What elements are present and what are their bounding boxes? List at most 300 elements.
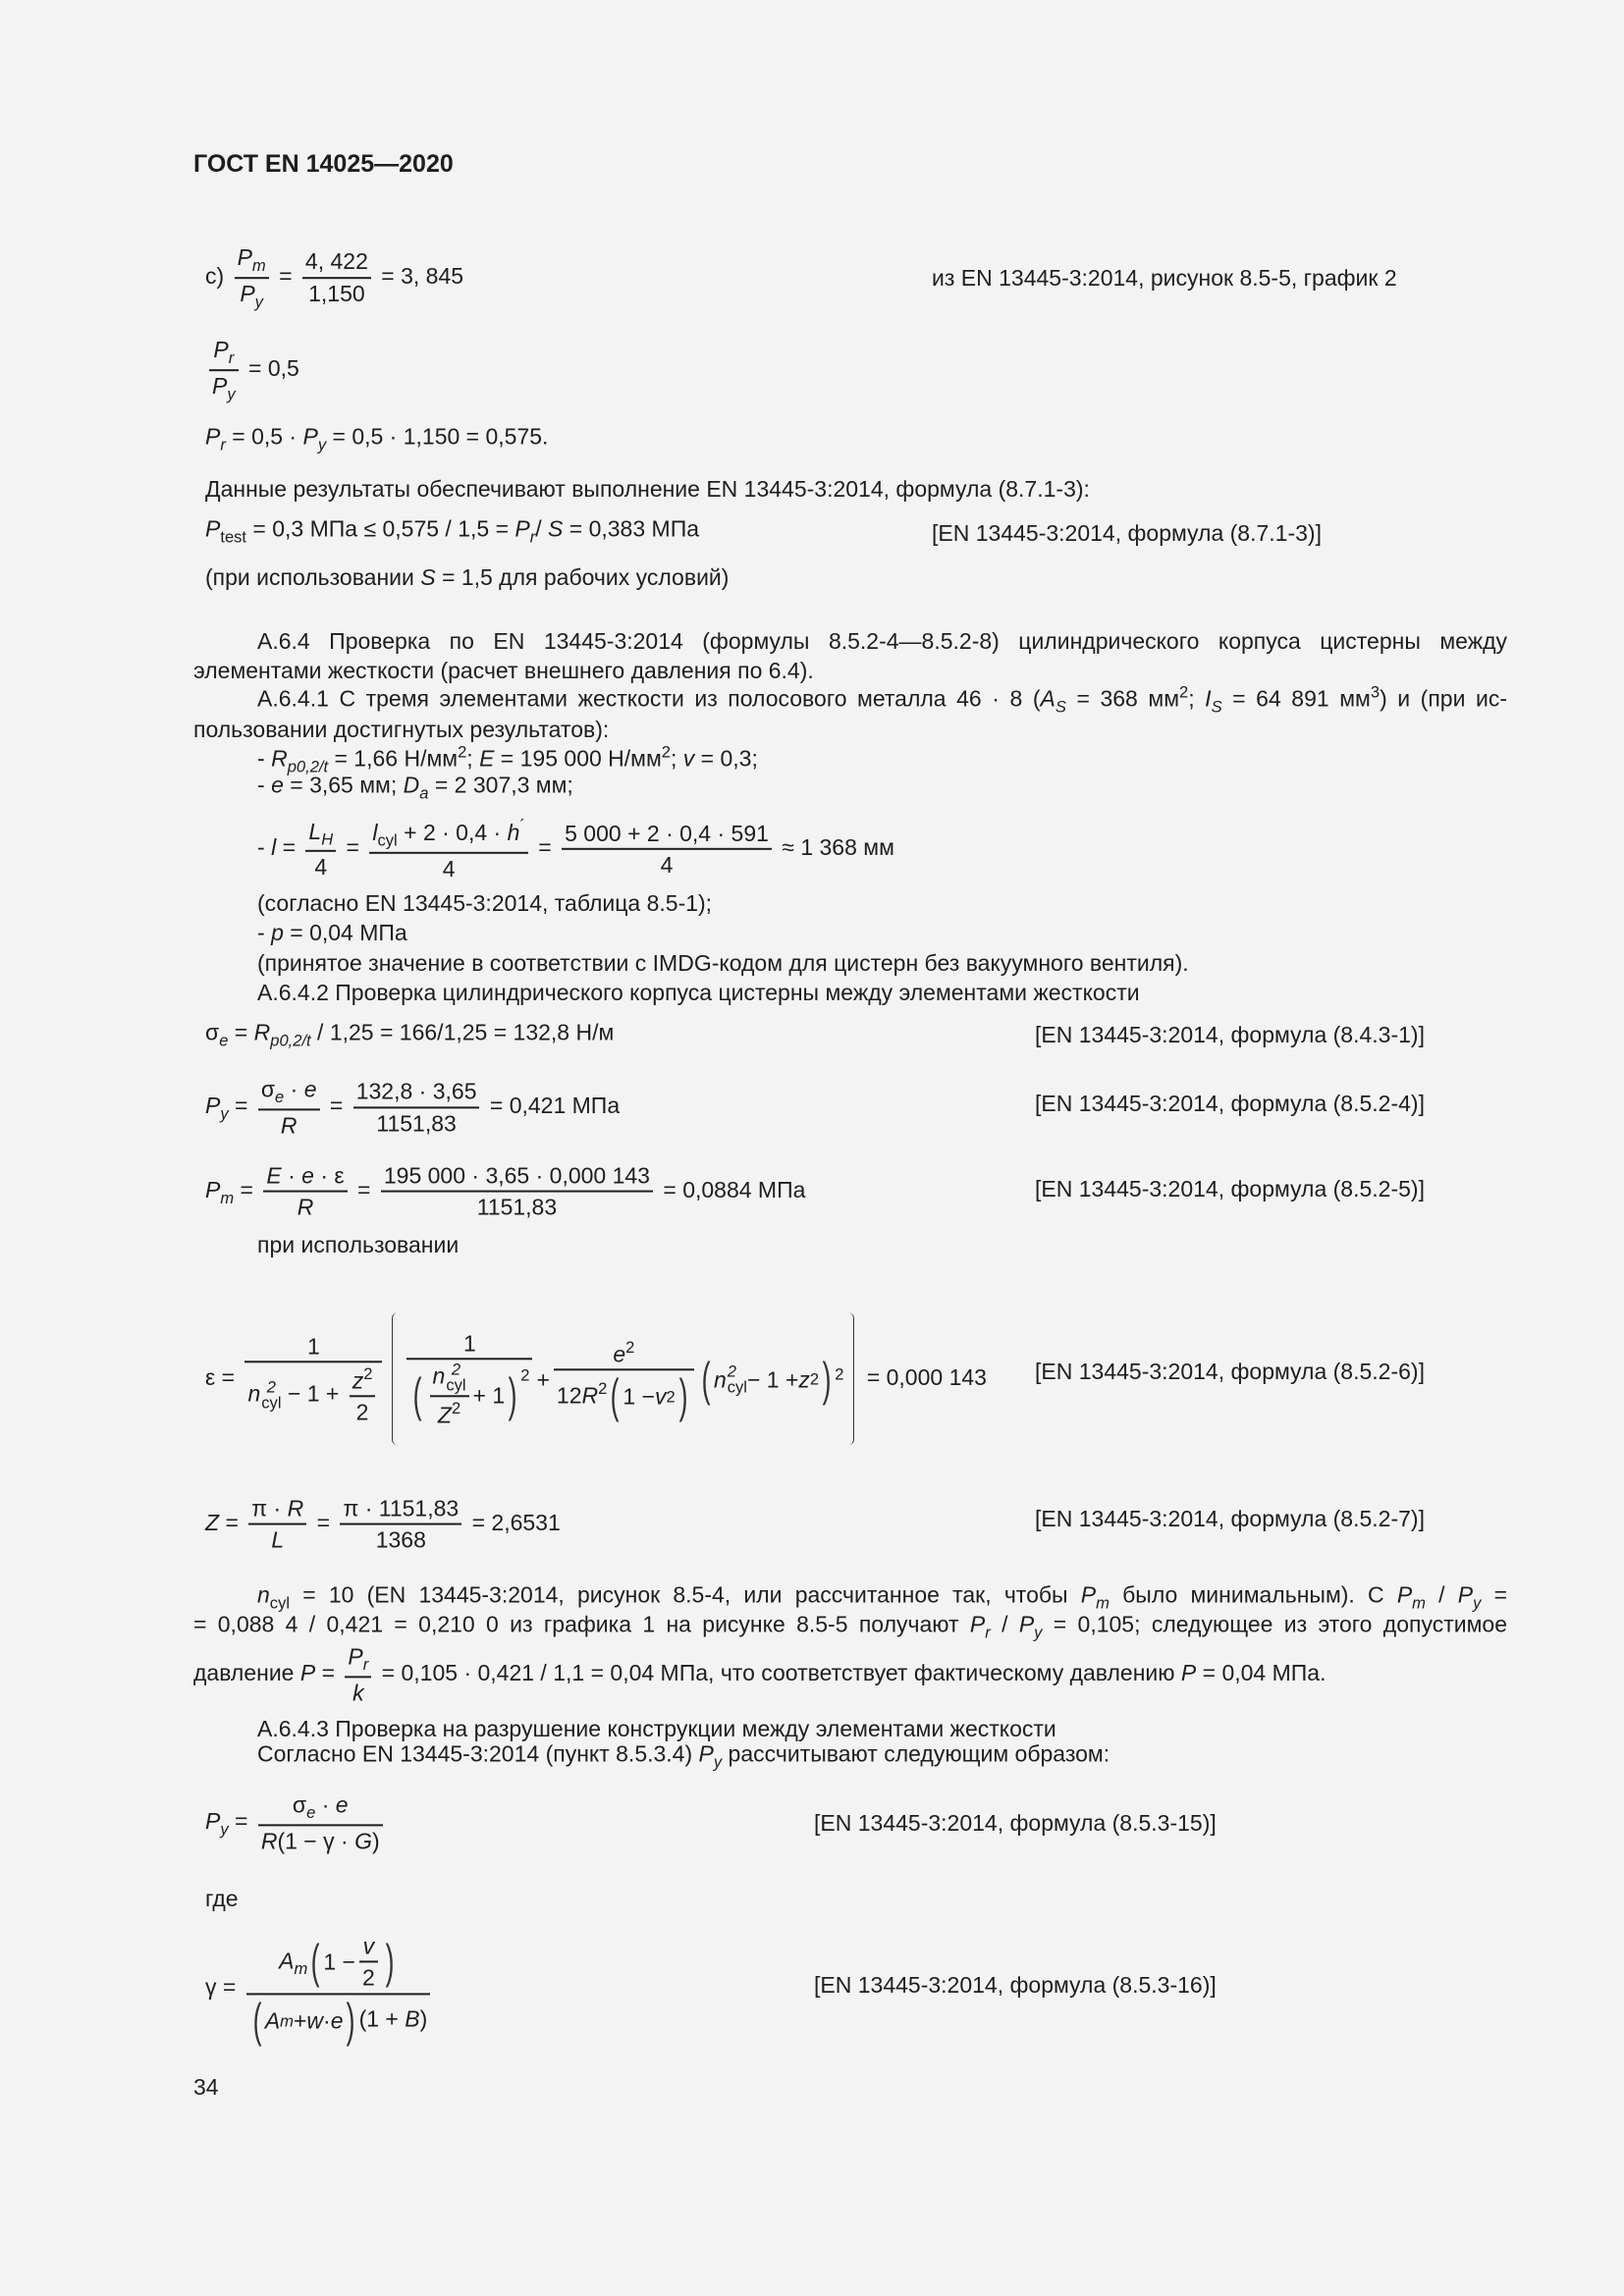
italic-symbol: S <box>420 564 436 590</box>
formula-reference: [EN 13445-3:2014, формула (8.4.3-1)] <box>1035 1022 1425 1047</box>
text-run: (1 − γ · <box>277 1828 355 1854</box>
text-run: = 1,66 Н/мм <box>328 745 459 772</box>
subscript: m <box>251 255 266 275</box>
fraction <box>244 1333 382 1425</box>
italic-symbol: P <box>212 373 228 399</box>
italic-symbol: L <box>308 818 322 844</box>
math-group <box>362 1965 375 1991</box>
formula-reference: [EN 13445-3:2014, формула (8.5.3-15)] <box>814 1810 1217 1836</box>
fraction <box>258 1076 320 1138</box>
italic-symbol: n <box>713 1365 727 1392</box>
text-run: = <box>234 1177 260 1203</box>
text-run: = 3, 845 <box>374 263 464 290</box>
superscript: 2 <box>1179 682 1189 702</box>
denominator <box>209 371 239 403</box>
italic-symbol: L <box>271 1527 285 1553</box>
text-run: было минимальным). С <box>1109 1581 1397 1608</box>
formula-reference: [EN 13445-3:2014, формула (8.5.2-5)] <box>1035 1176 1425 1201</box>
italic-symbol: I <box>1205 685 1212 712</box>
text-run: = 0,5 <box>242 355 299 382</box>
formula-pr-py-ratio <box>205 337 299 403</box>
text-run: - <box>257 920 272 945</box>
fraction <box>345 1643 371 1705</box>
fraction <box>302 249 371 307</box>
numerator <box>381 1163 653 1193</box>
document-header: ГОСТ EN 14025—2020 <box>193 150 454 178</box>
text-run: = 2,6531 <box>465 1510 561 1536</box>
text-run: 1151,83 <box>376 1109 457 1136</box>
superscript: 2 <box>727 1362 736 1381</box>
text-run: = 0,5 · <box>225 423 303 450</box>
text-run: = 0,04 МПа <box>283 920 407 945</box>
math-group <box>437 1399 461 1428</box>
text-run: / <box>535 515 549 542</box>
text-run: σ <box>292 1791 307 1818</box>
text-run: 132,8 · 3,65 <box>355 1078 477 1104</box>
denominator <box>353 1398 372 1425</box>
subscript: m <box>280 2010 294 2030</box>
fraction <box>353 1079 480 1137</box>
denominator <box>305 279 368 306</box>
subscript: e <box>275 1088 285 1107</box>
text-run: 4, 422 <box>304 248 368 275</box>
subscript: cyl <box>269 1593 291 1613</box>
numerator <box>359 1933 378 1962</box>
numerator <box>209 337 239 371</box>
math-group <box>261 1828 380 1853</box>
subscript: cyl <box>377 830 398 850</box>
subscript: y <box>317 435 327 454</box>
text-run: · <box>315 1791 336 1818</box>
subscript: m <box>294 1958 308 1978</box>
italic-symbol: P <box>514 515 530 542</box>
subscript: y <box>227 384 236 403</box>
text-run: / <box>1425 1581 1458 1608</box>
numerator <box>248 1496 306 1525</box>
formula-pm <box>205 1163 805 1221</box>
numerator <box>369 817 528 854</box>
text-run: / 1,25 = 166/1,25 = 132,8 Н/м <box>310 1019 615 1045</box>
text-run: π · 1151,83 <box>343 1495 460 1522</box>
italic-symbol: v <box>682 745 695 772</box>
formula-reference: [EN 13445-3:2014, формула (8.7.1-3)] <box>932 520 1322 546</box>
italic-symbol: P <box>698 1740 714 1767</box>
text-run: · ε <box>313 1162 345 1189</box>
results-text: Данные результаты обеспечивают выполнение EN 13445-3:2014, формула (8.7.1-3): <box>205 476 1090 502</box>
numerator <box>353 1079 480 1108</box>
text-run: = 368 мм <box>1065 685 1180 712</box>
text-run: 1 <box>463 1330 476 1357</box>
subscript: r <box>529 527 536 547</box>
math-group <box>463 1330 476 1356</box>
math-group <box>477 1195 557 1220</box>
subscript: m <box>220 1188 235 1207</box>
italic-symbol: e <box>613 1341 626 1367</box>
denominator <box>244 1362 382 1425</box>
formula-reference: [EN 13445-3:2014, формула (8.5.2-6)] <box>1035 1359 1425 1384</box>
math-group <box>556 1369 691 1423</box>
italic-symbol: A <box>1040 685 1056 712</box>
subscript: S <box>1055 697 1066 717</box>
text-run: = 0,105; следующее из этого допустимое <box>1042 1611 1507 1637</box>
superscript: 2 <box>809 1368 820 1388</box>
subscript: H <box>321 829 334 849</box>
text-run: π · <box>251 1495 288 1522</box>
page-number: 34 <box>193 2074 219 2100</box>
italic-symbol: e <box>271 772 284 798</box>
formula-pm-py-ratio <box>205 244 463 311</box>
text-run: 195 000 · 3,65 · 0,000 143 <box>383 1162 650 1189</box>
superscript: ´ <box>519 816 525 835</box>
parenthesized-group <box>409 1362 529 1428</box>
numerator <box>258 1076 320 1110</box>
text-run: 12 <box>556 1381 582 1408</box>
text-run: = 2 307,3 мм; <box>428 772 573 798</box>
formula-ptest <box>205 514 699 553</box>
formula-reference: из EN 13445-3:2014, рисунок 8.5-5, график 2 <box>932 265 1397 291</box>
close-paren: ) <box>347 1994 355 2048</box>
text-run: σ <box>205 1019 220 1045</box>
fraction <box>340 1496 461 1554</box>
text-run: ; <box>671 745 683 772</box>
close-paren: ) <box>385 1935 395 1989</box>
math-group <box>343 1496 459 1522</box>
formula-sigma <box>205 1018 614 1056</box>
text-run: = 0,421 МПа <box>483 1093 621 1119</box>
text-run: = 0,0884 МПа <box>656 1177 806 1203</box>
text-run: = 0,000 143 <box>860 1364 987 1391</box>
text-run: рассчитывают следующим образом: <box>722 1740 1110 1767</box>
superscript: 2 <box>835 1363 844 1383</box>
denominator <box>359 1963 378 1991</box>
italic-symbol: w <box>306 2007 324 2034</box>
math-group <box>279 1933 398 1991</box>
subscript: y <box>1034 1623 1043 1642</box>
text-run: 1368 <box>375 1527 426 1553</box>
text-run: - <box>257 772 272 798</box>
italic-symbol: e <box>335 1791 349 1818</box>
text-run: давление <box>193 1660 300 1686</box>
subscript: cyl <box>727 1376 747 1396</box>
subscript: test <box>220 527 247 547</box>
subscript: S <box>1211 697 1222 717</box>
text-run: - <box>257 834 272 861</box>
italic-symbol: v <box>362 1933 375 1959</box>
italic-symbol: p <box>271 920 284 945</box>
italic-symbol: E <box>266 1162 282 1189</box>
subscript: e <box>219 1031 229 1050</box>
formula-reference: [EN 13445-3:2014, формула (8.5.2-7)] <box>1035 1506 1425 1531</box>
italic-symbol: R <box>280 1112 298 1139</box>
text-run: = 10 (EN 13445-3:2014, рисунок 8.5-4, или рассчитанное так, чтобы <box>290 1581 1081 1608</box>
italic-symbol: S <box>548 515 564 542</box>
fraction <box>246 1933 431 2048</box>
italic-symbol: A <box>279 1947 295 1973</box>
denominator <box>295 1193 317 1220</box>
fraction <box>369 817 528 881</box>
text-run: = <box>1481 1581 1508 1608</box>
numerator <box>244 1333 382 1362</box>
math-group <box>372 816 525 850</box>
subscript: y <box>220 1819 229 1839</box>
close-paren: ) <box>678 1369 688 1423</box>
italic-symbol: P <box>1080 1581 1097 1608</box>
formula-reference: [EN 13445-3:2014, формула (8.5.2-4)] <box>1035 1091 1425 1116</box>
sub-superscript <box>261 1377 282 1413</box>
italic-symbol: B <box>405 2005 420 2032</box>
subscript: p0,2/t <box>270 1031 311 1050</box>
math-group <box>281 1112 298 1138</box>
subscript: m <box>1096 1593 1110 1613</box>
denominator <box>268 1525 287 1553</box>
math-group <box>565 821 769 846</box>
open-paren: ( <box>310 1935 320 1989</box>
subscript: cyl <box>261 1393 282 1413</box>
italic-symbol: P <box>205 423 221 450</box>
text-run: (при использовании <box>205 564 421 590</box>
italic-symbol: Z <box>205 1510 220 1536</box>
sub-superscript <box>728 1363 747 1394</box>
numerator <box>345 1643 371 1678</box>
italic-symbol: k <box>352 1680 364 1706</box>
text-run: = <box>228 1019 254 1045</box>
close-paren: ) <box>508 1368 517 1422</box>
math-group <box>298 1195 314 1220</box>
text-run: А.6.4.1 С тремя элементами жесткости из полосового металла 46 · 8 ( <box>257 685 1041 712</box>
math-group <box>363 1933 375 1958</box>
text-run: · <box>281 1162 302 1189</box>
superscript: 2 <box>363 1364 373 1384</box>
formula-py <box>205 1076 620 1138</box>
italic-symbol: P <box>1457 1581 1474 1608</box>
math-group <box>307 1333 320 1359</box>
text-run: 4 <box>314 854 328 881</box>
italic-symbol: P <box>1018 1611 1035 1637</box>
italic-symbol: P <box>237 244 252 271</box>
ncyl-line3 <box>193 1643 1326 1705</box>
numerator <box>263 1163 347 1193</box>
text-run: 1 − <box>323 1949 355 1975</box>
math-group <box>292 1791 349 1823</box>
text-run: ε = <box>205 1364 242 1391</box>
numerator <box>430 1362 469 1397</box>
italic-symbol: l <box>372 819 378 845</box>
numerator <box>246 1933 431 1995</box>
numerator <box>562 821 772 850</box>
denominator <box>554 1369 694 1423</box>
text-run: - <box>257 745 272 772</box>
italic-symbol: P <box>205 1808 221 1835</box>
text-run: = 0,3; <box>694 745 758 772</box>
formula-pr-calc <box>205 422 548 460</box>
text-run: = <box>276 834 302 861</box>
fraction <box>406 1330 532 1427</box>
italic-symbol: P <box>205 1177 221 1203</box>
list-item-p <box>257 918 407 947</box>
math-group <box>247 1364 379 1425</box>
section-a643: А.6.4.3 Проверка на разрушение конструкции между элементами жесткости <box>257 1716 1056 1741</box>
italic-symbol: R <box>287 1495 304 1522</box>
italic-symbol: n <box>432 1362 446 1389</box>
math-group <box>251 1496 303 1522</box>
italic-symbol: e <box>303 1076 317 1102</box>
italic-symbol: P <box>240 281 255 306</box>
text-run: (1 + <box>358 2005 406 2032</box>
text-run: = 1,5 для рабочих условий) <box>435 564 730 590</box>
fraction <box>258 1791 383 1853</box>
subscript: r <box>220 435 226 454</box>
text-run: = <box>340 834 366 861</box>
text-run: · <box>284 1076 304 1102</box>
text-run: 5 000 + 2 · 0,4 · 591 <box>565 820 769 846</box>
text-run: Согласно EN 13445-3:2014 (пункт 8.5.3.4) <box>257 1740 699 1767</box>
text-run: = 3,65 мм; <box>283 772 404 798</box>
math-group <box>613 1338 635 1367</box>
text-run: 4 <box>442 855 456 881</box>
superscript: 2 <box>458 742 467 762</box>
italic-symbol: n <box>247 1380 261 1407</box>
subscript: r <box>985 1623 991 1642</box>
italic-symbol: P <box>1180 1660 1197 1686</box>
math-group <box>305 249 368 275</box>
formula-z <box>205 1496 561 1554</box>
using-text: при использовании <box>257 1232 460 1257</box>
text-run: = 0,105 · 0,421 / 1,1 = 0,04 МПа, что соответствует фактическому давлению <box>375 1660 1181 1686</box>
text-run: = <box>219 1510 245 1536</box>
math-group <box>352 1680 364 1705</box>
numerator <box>235 244 269 279</box>
fraction <box>263 1163 347 1221</box>
text-run: 4 <box>660 851 674 878</box>
denominator <box>373 1108 459 1136</box>
italic-symbol: R <box>260 1828 278 1854</box>
text-run: ; <box>466 745 480 772</box>
text-run: + 1 <box>472 1382 506 1408</box>
superscript: 2 <box>598 1378 608 1398</box>
superscript: 2 <box>625 1338 635 1358</box>
italic-symbol: z <box>798 1365 810 1392</box>
text-run: c) <box>205 263 231 290</box>
fraction <box>381 1163 653 1221</box>
close-paren: ) <box>822 1352 832 1406</box>
numerator <box>340 1496 461 1525</box>
math-group <box>356 1079 477 1104</box>
numerator <box>554 1338 694 1371</box>
open-paren: ( <box>413 1368 422 1422</box>
text-run: ; <box>1188 685 1206 712</box>
text-run: = <box>272 263 298 290</box>
superscript: 2 <box>451 1399 461 1418</box>
text-run: σ <box>260 1076 276 1102</box>
text-run: ≈ 1 368 мм <box>775 834 894 861</box>
parenthesized-group <box>607 1369 691 1423</box>
text-run: = <box>323 1093 350 1119</box>
denominator <box>246 1994 431 2048</box>
formula-epsilon <box>205 1312 987 1445</box>
italic-symbol: G <box>354 1828 372 1854</box>
superscript: 2 <box>661 742 671 762</box>
text-run: 2 <box>355 1399 369 1425</box>
text-run: = <box>310 1510 337 1536</box>
denominator <box>440 854 459 881</box>
text-run: = <box>531 834 559 861</box>
italic-symbol: P <box>205 1093 221 1119</box>
text-run: / <box>990 1611 1019 1637</box>
fraction <box>359 1933 378 1991</box>
superscript: 2 <box>266 1377 276 1397</box>
text-run: · <box>323 2007 331 2034</box>
section-a64-line1: А.6.4 Проверка по EN 13445-3:2014 (формулы 8.5.2-4—8.5.2-8) цилиндрического корпуса цистерны между <box>257 628 1507 654</box>
math-group <box>352 1364 373 1394</box>
math-group <box>271 1527 284 1553</box>
section-a641-line2: пользовании достигнутых результатов): <box>193 717 610 742</box>
text-run: = 0,5 · 1,150 = 0,575. <box>326 423 549 450</box>
numerator <box>350 1364 376 1398</box>
italic-symbol: l <box>271 834 277 861</box>
fraction <box>305 818 336 880</box>
subscript: y <box>254 292 263 311</box>
math-group <box>443 856 456 881</box>
curly-brace-group <box>392 1312 854 1445</box>
italic-symbol: P <box>213 337 229 363</box>
section-a64-line2: элементами жесткости (расчет внешнего давления по 6.4). <box>193 658 814 683</box>
denominator <box>658 850 677 878</box>
numerator <box>406 1330 532 1360</box>
text-run: 1151,83 <box>476 1195 558 1220</box>
math-group <box>308 818 334 849</box>
parenthesized-group <box>698 1352 844 1406</box>
fraction <box>350 1364 376 1425</box>
open-paren: ( <box>610 1369 620 1423</box>
formula-reference: [EN 13445-3:2014, формула (8.5.3-16)] <box>814 1972 1217 1998</box>
math-group <box>266 1163 344 1189</box>
italic-symbol: Z <box>437 1402 452 1428</box>
math-group <box>384 1163 650 1189</box>
text-run: = 0,3 МПа ≤ 0,575 / 1,5 = <box>246 515 515 542</box>
section-a642: А.6.4.2 Проверка цилиндрического корпуса цистерны между элементами жесткости <box>257 980 1140 1005</box>
text-run: ) и (при ис- <box>1380 685 1508 712</box>
math-group <box>661 852 674 878</box>
italic-symbol: A <box>264 2007 281 2034</box>
numerator <box>258 1791 383 1826</box>
denominator <box>474 1193 560 1220</box>
math-group <box>249 1994 428 2048</box>
formula-l <box>257 817 894 881</box>
math-group <box>376 1110 456 1136</box>
subscript: m <box>1412 1593 1426 1613</box>
subscript: r <box>362 1655 369 1675</box>
text-run: + 2 · 0,4 · <box>397 819 508 845</box>
superscript: 3 <box>1370 682 1380 702</box>
sub-superscript <box>446 1362 465 1393</box>
text-run: = <box>228 1093 254 1119</box>
text-run: + <box>536 1366 550 1392</box>
open-paren: ( <box>701 1352 711 1406</box>
italic-symbol: n <box>257 1581 270 1608</box>
text-run: = 195 000 Н/мм <box>494 745 662 772</box>
math-group <box>356 1400 369 1425</box>
math-group <box>409 1360 530 1428</box>
text-run: ) <box>419 2005 428 2032</box>
math-group <box>308 281 365 306</box>
text-run: = <box>351 1177 377 1203</box>
italic-symbol: R <box>271 745 288 772</box>
fraction <box>554 1338 694 1423</box>
subscript: y <box>220 1103 229 1123</box>
parenthesized-group <box>307 1933 398 1991</box>
numerator <box>305 818 336 852</box>
math-group <box>212 373 236 403</box>
